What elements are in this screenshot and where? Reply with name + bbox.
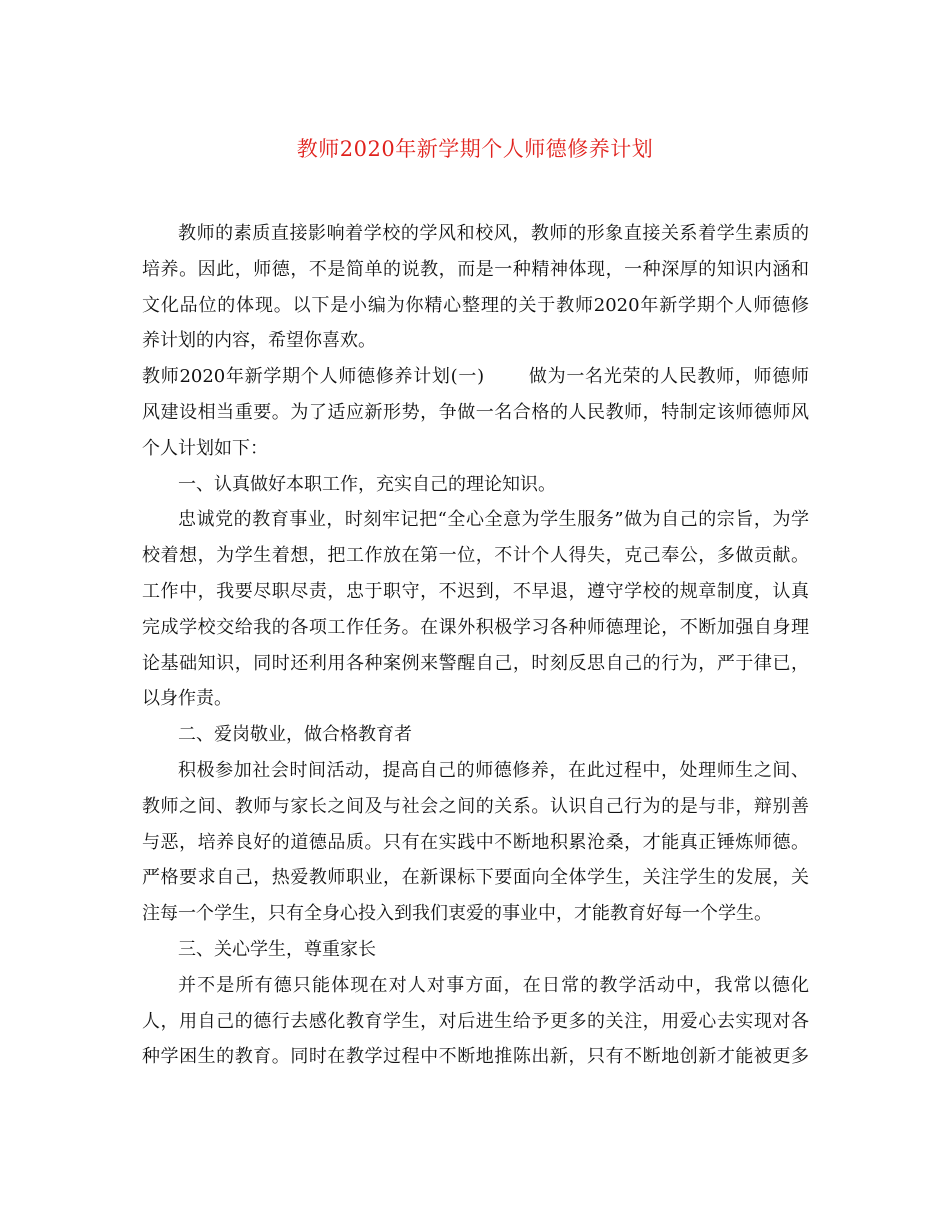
paragraph-line: 严格要求自己，热爱教师职业，在新课标下要面向全体学生，关注学生的发展，关 [142, 867, 809, 889]
paragraph-line: 以身作责。 [142, 688, 232, 710]
paragraph-line: 人，用自己的德行去感化教育学生，对后进生给予更多的关注，用爱心去实现对各 [142, 1010, 809, 1032]
document-body [142, 216, 809, 1075]
paragraph-line: 并不是所有德只能体现在对人对事方面，在日常的教学活动中，我常以德化 [178, 974, 809, 996]
paragraph-line: 与恶，培养良好的道德品质。只有在实践中不断地积累沧桑，才能真正锤炼师德。 [142, 831, 809, 853]
paragraph-line: 完成学校交给我的各项工作任务。在课外积极学习各种师德理论，不断加强自身理 [142, 616, 809, 638]
paragraph-line: 养计划的内容，希望你喜欢。 [142, 330, 376, 352]
paragraph-line: 忠诚党的教育事业，时刻牢记把“全心全意为学生服务”做为自己的宗旨，为学 [178, 509, 809, 531]
paragraph-line: 种学困生的教育。同时在教学过程中不断地推陈出新，只有不断地创新才能被更多 [142, 1046, 809, 1068]
plan-intro-text: 做为一名光荣的人民教师，师德师 [528, 366, 809, 388]
section-heading: 三、关心学生，尊重家长 [178, 938, 376, 960]
plan-heading: 教师2020年新学期个人师德修养计划(一) [142, 366, 485, 388]
paragraph-line: 风建设相当重要。为了适应新形势，争做一名合格的人民教师，特制定该师德师风 [142, 401, 809, 423]
paragraph-line: 个人计划如下： [142, 437, 268, 459]
paragraph-line: 注每一个学生，只有全身心投入到我们衷爱的事业中，才能教育好每一个学生。 [142, 903, 772, 925]
section-heading: 一、认真做好本职工作，充实自己的理论知识。 [178, 473, 556, 495]
paragraph-line: 积极参加社会时间活动，提高自己的师德修养，在此过程中，处理师生之间、 [178, 759, 809, 781]
document-title: 教师2020年新学期个人师德修养计划 [296, 137, 654, 161]
section-heading: 二、爱岗敬业，做合格教育者 [178, 724, 412, 746]
paragraph-line: 教师的素质直接影响着学校的学风和校风，教师的形象直接关系着学生素质的 [178, 223, 809, 244]
paragraph-line: 论基础知识，同时还利用各种案例来警醒自己，时刻反思自己的行为，严于律已， [142, 652, 809, 674]
paragraph-line: 文化品位的体现。以下是小编为你精心整理的关于教师2020年新学期个人师德修 [142, 294, 809, 316]
paragraph-line: 校着想，为学生着想，把工作放在第一位，不计个人得失，克己奉公，多做贡献。 [142, 545, 809, 567]
paragraph-line: 培养。因此，师德，不是简单的说教，而是一种精神体现，一种深厚的知识内涵和 [142, 258, 809, 280]
paragraph-line: 工作中，我要尽职尽责，忠于职守，不迟到，不早退，遵守学校的规章制度，认真 [142, 580, 809, 602]
plan-heading-line [142, 359, 809, 395]
paragraph-line: 教师之间、教师与家长之间及与社会之间的关系。认识自己行为的是与非，辩别善 [142, 795, 809, 817]
